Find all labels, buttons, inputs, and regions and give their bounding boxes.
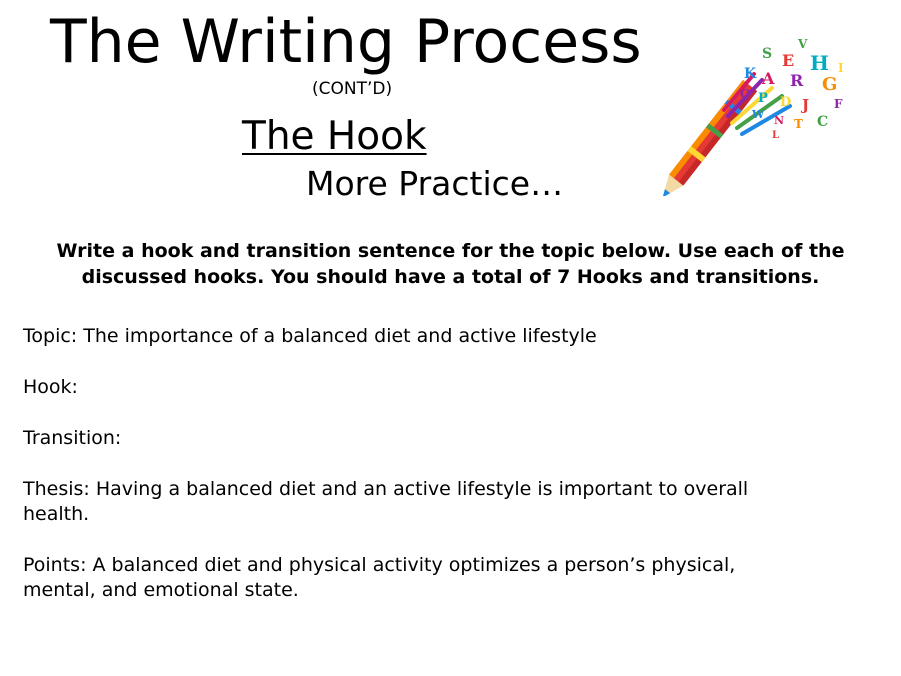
- svg-text:E: E: [782, 51, 795, 70]
- points-line-1: Points: A balanced diet and physical activity optimizes a person’s physical,: [23, 554, 736, 576]
- svg-text:L: L: [772, 130, 780, 141]
- svg-text:Q: Q: [740, 87, 751, 101]
- transition-line: Transition:: [23, 427, 122, 449]
- points-block: [23, 553, 883, 603]
- section-subheading: More Practice…: [306, 164, 564, 203]
- svg-text:D: D: [780, 95, 792, 110]
- section-heading-hook: The Hook: [242, 114, 427, 159]
- svg-text:J: J: [802, 96, 810, 114]
- colorful-pencil-with-letters-icon: [662, 28, 882, 196]
- points-line-2: mental, and emotional state.: [23, 579, 299, 601]
- svg-text:H: H: [810, 51, 829, 75]
- subtitle-contd: (CONT’D): [312, 79, 393, 99]
- svg-text:S: S: [762, 46, 773, 62]
- svg-text:C: C: [817, 114, 829, 130]
- svg-text:P: P: [758, 91, 768, 106]
- svg-text:T: T: [794, 117, 803, 131]
- pencil-art-svg: [662, 28, 882, 196]
- instructions-line-1: Write a hook and transition sentence for the topic below. Use each of the: [56, 240, 845, 262]
- svg-text:A: A: [762, 69, 775, 88]
- svg-text:V: V: [798, 37, 808, 51]
- topic-line: Topic: The importance of a balanced diet and active lifestyle: [23, 325, 597, 347]
- svg-text:N: N: [774, 114, 785, 127]
- thesis-block: [23, 477, 883, 527]
- thesis-line-1: Thesis: Having a balanced diet and an active lifestyle is important to overall: [23, 478, 749, 500]
- exercise-content: [23, 324, 883, 629]
- svg-text:I: I: [838, 61, 844, 75]
- thesis-line-2: health.: [23, 503, 90, 525]
- instructions: [0, 238, 901, 290]
- svg-text:K: K: [744, 66, 757, 82]
- svg-text:R: R: [790, 71, 804, 90]
- svg-text:G: G: [822, 74, 838, 95]
- svg-text:W: W: [752, 108, 765, 121]
- instructions-line-2: discussed hooks. You should have a total of 7 Hooks and transitions.: [81, 266, 820, 288]
- svg-text:F: F: [834, 97, 843, 111]
- hook-line: Hook:: [23, 376, 78, 398]
- page-title: The Writing Process: [50, 7, 642, 77]
